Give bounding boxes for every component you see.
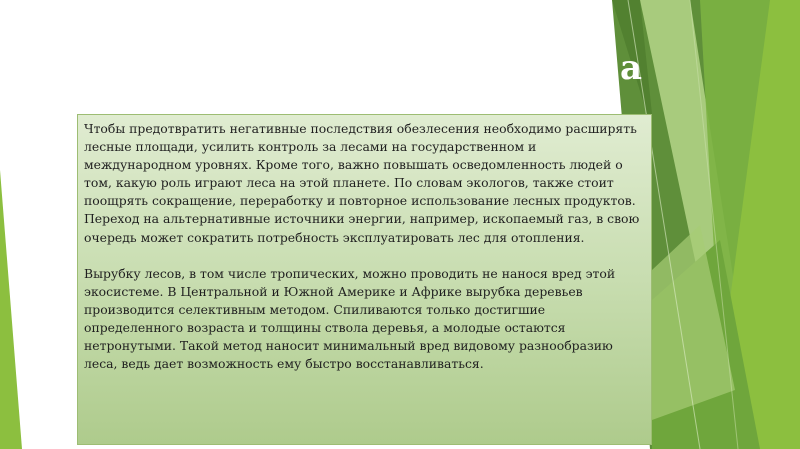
- paragraph-1: Чтобы предотвратить негативные последствия обезлесения необходимо расширять лесные площади, усилить контроль за лесами на государственном и международном уровнях. Кроме того, важно повышать осведомленность людей о том, какую роль играют леса на этой планете. По словам экологов, также стоит поощрять сокращение, переработку и повторное использование лесных продуктов. Переход на альтернативные источники энергии, например, ископаемый газ, в свою очередь может сократить потребность эксплуатировать лес для отопления.: [84, 121, 640, 245]
- content-text-box: [77, 114, 652, 445]
- paragraph-2: Вырубку лесов, в том числе тропических, можно проводить не нанося вред этой экосистеме. В Центральной и Южной Америке и Африке вырубка деревьев производится селективным методом. Спиливаются только достигшие определенного возраста и толщины ствола деревья, а молодые остаются нетронутыми. Такой метод наносит минимальный вред видовому разнообразию леса, ведь дает возможность ему быстро восстанавливаться.: [84, 265, 616, 372]
- slide-title-fragment: а: [620, 48, 643, 88]
